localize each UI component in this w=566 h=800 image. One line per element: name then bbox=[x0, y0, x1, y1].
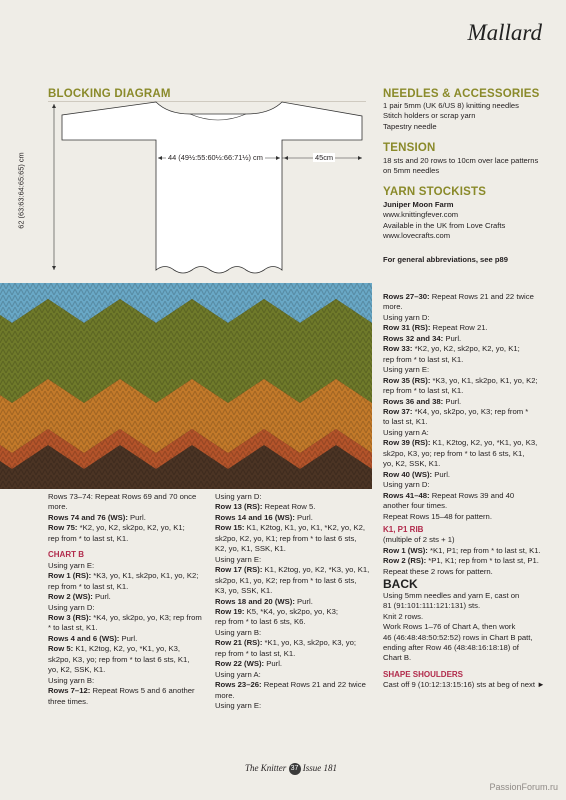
pattern-column-3 bbox=[383, 292, 538, 522]
row-instruction: K1, K2tog, K1, yo, K1, *K2, yo, K2, bbox=[244, 523, 365, 533]
pattern-line: (multiple of 2 sts + 1) bbox=[383, 535, 455, 545]
row-label: Rows 23–26: bbox=[215, 680, 262, 690]
pattern-line: Using yarn D: bbox=[48, 602, 95, 612]
row-instruction: Purl. bbox=[443, 333, 462, 343]
row-instruction: *K4, yo, sk2po, yo, K3; rep from bbox=[91, 612, 202, 622]
pattern-line: Repeat Rows 15–48 for pattern. bbox=[383, 511, 492, 521]
pattern-line: another four times. bbox=[383, 501, 448, 511]
row-instruction: Purl. bbox=[294, 596, 313, 606]
row-label: Row 1 (RS): bbox=[48, 571, 92, 581]
pattern-line: yo, K2, SSK, K1. bbox=[48, 665, 106, 675]
row-label: Rows 18 and 20 (WS): bbox=[215, 596, 295, 606]
needles-item: Stitch holders or scrap yarn bbox=[383, 111, 476, 121]
yarn-line: www.knittingfever.com bbox=[383, 210, 459, 220]
row-label: Row 22 (WS): bbox=[215, 659, 265, 669]
pattern-column-4 bbox=[383, 525, 545, 691]
pattern-row bbox=[215, 513, 369, 523]
watermark: PassionForum.ru bbox=[489, 782, 558, 792]
tension-line: 18 sts and 20 rows to 10cm over lace patterns bbox=[383, 156, 539, 165]
row-label: Rows 27–30: bbox=[383, 292, 430, 301]
pattern-line: more. bbox=[215, 690, 235, 700]
section-title: BACK bbox=[383, 577, 418, 592]
row-instruction: *K2, yo, K2, sk2po, K2, yo, K1; bbox=[77, 523, 185, 533]
knitted-swatch-photo bbox=[0, 283, 372, 489]
tension-heading: TENSION bbox=[383, 142, 436, 154]
pattern-line: sk2po, K3, yo; rep from * to last 6 sts, K1, bbox=[383, 448, 525, 458]
row-instruction: Purl. bbox=[264, 659, 283, 669]
row-instruction: Repeat Rows 39 and 40 bbox=[429, 490, 515, 500]
row-instruction: *K3, yo, K1, sk2po, K1, yo, K2; bbox=[91, 571, 199, 581]
pattern-line: Using yarn B: bbox=[48, 675, 95, 685]
pattern-line: sk2po, K1, yo, K2; rep from * to last 6 sts, bbox=[215, 575, 357, 585]
yarn-brand: Juniper Moon Farm bbox=[383, 200, 454, 209]
pattern-row bbox=[383, 344, 538, 354]
row-instruction: K1, K2tog, K2, yo, *K1, yo, K3, bbox=[73, 644, 181, 654]
pattern-line: rep from * to last 6 sts, K6. bbox=[215, 617, 306, 627]
pattern-row bbox=[383, 292, 538, 302]
abbreviations-note: For general abbreviations, see p89 bbox=[383, 255, 508, 264]
pattern-line: rep from * to last st, K1. bbox=[383, 386, 464, 396]
pattern-line: sk2po, K2, yo, K1; rep from * to last 6 sts, bbox=[215, 533, 357, 543]
pattern-column-1 bbox=[48, 492, 202, 707]
pattern-row bbox=[383, 491, 538, 501]
pattern-line: rep from * to last st, K1. bbox=[48, 581, 129, 591]
pattern-line: Using yarn E: bbox=[215, 701, 262, 711]
pattern-line: sk2po, K3, yo; rep from * to last 6 sts, K1, bbox=[48, 654, 190, 664]
pattern-line: Using yarn A: bbox=[215, 669, 261, 679]
tension-line: on 5mm needles bbox=[383, 166, 440, 176]
row-instruction: *K3, yo, K1, sk2po, K1, yo, K2; bbox=[430, 375, 538, 385]
pattern-row bbox=[383, 376, 538, 386]
row-instruction: Repeat Rows 21 and 22 twice bbox=[261, 680, 366, 690]
section-heading: K1, P1 RIB bbox=[383, 525, 424, 534]
pattern-line: K3, yo, SSK, K1. bbox=[215, 586, 273, 596]
pattern-line: Using 5mm needles and yarn E, cast on bbox=[383, 590, 520, 600]
row-label: Row 2 (RS): bbox=[383, 556, 427, 566]
row-label: Row 39 (RS): bbox=[383, 438, 431, 448]
pattern-row bbox=[383, 407, 538, 417]
pattern-line: rep from * to last st, K1. bbox=[215, 648, 296, 658]
pattern-line: Using yarn D: bbox=[383, 312, 430, 322]
pattern-line: Knit 2 rows. bbox=[383, 611, 424, 621]
row-instruction: *K2, yo, K2, sk2po, K2, yo, K1; bbox=[412, 344, 520, 354]
pattern-line: Using yarn E: bbox=[215, 554, 262, 564]
row-instruction: *K1, yo, K3, sk2po, K3, yo; bbox=[262, 638, 357, 648]
row-label: Row 15: bbox=[215, 523, 245, 533]
pattern-row bbox=[383, 397, 538, 407]
pattern-line: Cast off 9 (10:12:13:15:16) sts at beg of next ► bbox=[383, 680, 545, 690]
yarn-line: www.lovecrafts.com bbox=[383, 230, 451, 240]
row-label: Row 17 (RS): bbox=[215, 565, 263, 575]
page-number: 37 bbox=[289, 763, 301, 775]
row-label: Row 31 (RS): bbox=[383, 323, 431, 333]
pattern-line: ending after Row 46 (48:48:16:18:18) of bbox=[383, 642, 519, 652]
pattern-row bbox=[383, 334, 538, 344]
row-instruction: Repeat Row 5. bbox=[262, 502, 316, 512]
row-instruction: *K1, P1; rep from * to last st, K1. bbox=[427, 545, 541, 555]
pattern-line: rep from * to last st, K1. bbox=[383, 354, 464, 364]
pattern-line: * to last st, K1. bbox=[48, 623, 98, 633]
pattern-row bbox=[215, 659, 369, 669]
row-instruction: Purl. bbox=[294, 512, 313, 522]
magazine-name: The Knitter bbox=[245, 763, 287, 774]
row-label: Row 40 (WS): bbox=[383, 469, 433, 479]
pattern-line: Using yarn B: bbox=[215, 627, 262, 637]
row-label: Rows 41–48: bbox=[383, 490, 430, 500]
pattern-row bbox=[48, 592, 202, 602]
pattern-row bbox=[215, 523, 369, 533]
pattern-row bbox=[383, 323, 538, 333]
pattern-line: Using yarn D: bbox=[383, 480, 430, 490]
row-instruction: Repeat Rows 21 and 22 twice bbox=[429, 292, 534, 301]
pattern-row bbox=[383, 556, 545, 566]
row-label: Rows 7–12: bbox=[48, 686, 91, 696]
pattern-row bbox=[215, 597, 369, 607]
row-instruction: K5, *K4, yo, sk2po, yo, K3; bbox=[244, 606, 339, 616]
blocking-heading: BLOCKING DIAGRAM bbox=[48, 88, 171, 100]
pattern-row bbox=[383, 438, 538, 448]
pattern-row bbox=[215, 502, 369, 512]
pattern-line: more. bbox=[383, 302, 403, 312]
pattern-row bbox=[48, 644, 202, 654]
row-instruction: K1, K2tog, yo, K2, *K3, yo, K1, bbox=[262, 565, 370, 575]
pattern-line: Using yarn E: bbox=[383, 365, 430, 375]
row-label: Rows 74 and 76 (WS): bbox=[48, 512, 128, 522]
needles-heading: NEEDLES & ACCESSORIES bbox=[383, 88, 540, 100]
pattern-line: K2, yo, K1, SSK, K1. bbox=[215, 544, 286, 554]
pattern-line: 81 (91:101:111:121:131) sts. bbox=[383, 601, 481, 611]
row-instruction: *P1, K1; rep from * to last st, P1. bbox=[426, 556, 539, 566]
pattern-line: rep from * to last st, K1. bbox=[48, 533, 129, 543]
pattern-row bbox=[383, 470, 538, 480]
row-label: Row 3 (RS): bbox=[48, 612, 92, 622]
yarn-heading: YARN STOCKISTS bbox=[383, 186, 487, 198]
row-label: Row 19: bbox=[215, 606, 245, 616]
row-label: Row 21 (RS): bbox=[215, 638, 263, 648]
page-title: Mallard bbox=[467, 20, 542, 45]
pattern-row bbox=[215, 638, 369, 648]
pattern-row bbox=[215, 565, 369, 575]
row-label: Row 75: bbox=[48, 523, 78, 533]
row-instruction: Purl. bbox=[127, 512, 146, 522]
section-heading: SHAPE SHOULDERS bbox=[383, 669, 464, 679]
needles-list bbox=[383, 101, 519, 132]
row-label: Row 13 (RS): bbox=[215, 502, 263, 512]
pattern-line: three times. bbox=[48, 696, 89, 706]
row-label: Row 35 (RS): bbox=[383, 375, 431, 385]
row-label: Row 33: bbox=[383, 344, 413, 354]
row-label: Rows 32 and 34: bbox=[383, 333, 444, 343]
row-label: Row 5: bbox=[48, 644, 74, 654]
pattern-row bbox=[48, 571, 202, 581]
pattern-line: yo, K2, SSK, K1. bbox=[383, 459, 441, 469]
tension-text bbox=[383, 156, 538, 177]
row-label: Rows 14 and 16 (WS): bbox=[215, 512, 295, 522]
sleeve-measurement: 45cm bbox=[315, 153, 334, 162]
row-label: Row 2 (WS): bbox=[48, 592, 93, 602]
pattern-row bbox=[48, 613, 202, 623]
issue-number: Issue 181 bbox=[302, 763, 338, 774]
pattern-row bbox=[48, 686, 202, 696]
pattern-line: Rows 73–74: Repeat Rows 69 and 70 once bbox=[48, 492, 197, 501]
pattern-column-2 bbox=[215, 492, 369, 712]
row-label: Row 1 (WS): bbox=[383, 545, 428, 555]
row-instruction: Purl. bbox=[443, 396, 462, 406]
pattern-row bbox=[215, 680, 369, 690]
length-measurement: 62 (63:63:64:65:65) cm bbox=[16, 152, 26, 229]
row-instruction: Purl. bbox=[92, 592, 111, 602]
row-label: Rows 36 and 38: bbox=[383, 396, 444, 406]
row-instruction: Purl. bbox=[432, 469, 451, 479]
pattern-line: Repeat these 2 rows for pattern. bbox=[383, 566, 493, 576]
row-label: Row 37: bbox=[383, 406, 413, 416]
width-measurement: 44 (49½:55:60½:66:71½) cm bbox=[168, 153, 263, 162]
row-instruction: *K4, yo, sk2po, yo, K3; rep from * bbox=[412, 406, 529, 416]
section-heading: CHART B bbox=[48, 550, 84, 560]
pattern-line: more. bbox=[48, 502, 68, 512]
pattern-row bbox=[48, 513, 202, 523]
needles-item: 1 pair 5mm (UK 6/US 8) knitting needles bbox=[383, 101, 519, 110]
pattern-line: 46 (46:48:48:50:52:52) rows in Chart B patt, bbox=[383, 632, 533, 642]
pattern-line: Using yarn E: bbox=[48, 560, 95, 570]
row-instruction: Purl. bbox=[119, 633, 138, 643]
pattern-row bbox=[48, 634, 202, 644]
pattern-line: Using yarn A: bbox=[383, 427, 429, 437]
pattern-line: Using yarn D: bbox=[215, 492, 262, 501]
row-instruction: K1, K2tog, K2, yo, *K1, yo, K3, bbox=[430, 438, 538, 448]
blocking-diagram bbox=[40, 100, 370, 282]
pattern-row bbox=[48, 523, 202, 533]
pattern-line: Work Rows 1–76 of Chart A, then work bbox=[383, 622, 516, 632]
row-label: Rows 4 and 6 (WS): bbox=[48, 633, 120, 643]
yarn-line: Available in the UK from Love Crafts bbox=[383, 220, 506, 230]
row-instruction: Repeat Rows 5 and 6 another bbox=[90, 686, 195, 696]
needles-item: Tapestry needle bbox=[383, 121, 437, 131]
row-instruction: Repeat Row 21. bbox=[430, 323, 488, 333]
pattern-row bbox=[215, 607, 369, 617]
yarn-stockists bbox=[383, 200, 505, 241]
pattern-row bbox=[383, 546, 545, 556]
pattern-line: to last st, K1. bbox=[383, 417, 428, 427]
page-footer bbox=[245, 763, 337, 775]
pattern-line: Chart B. bbox=[383, 653, 412, 663]
